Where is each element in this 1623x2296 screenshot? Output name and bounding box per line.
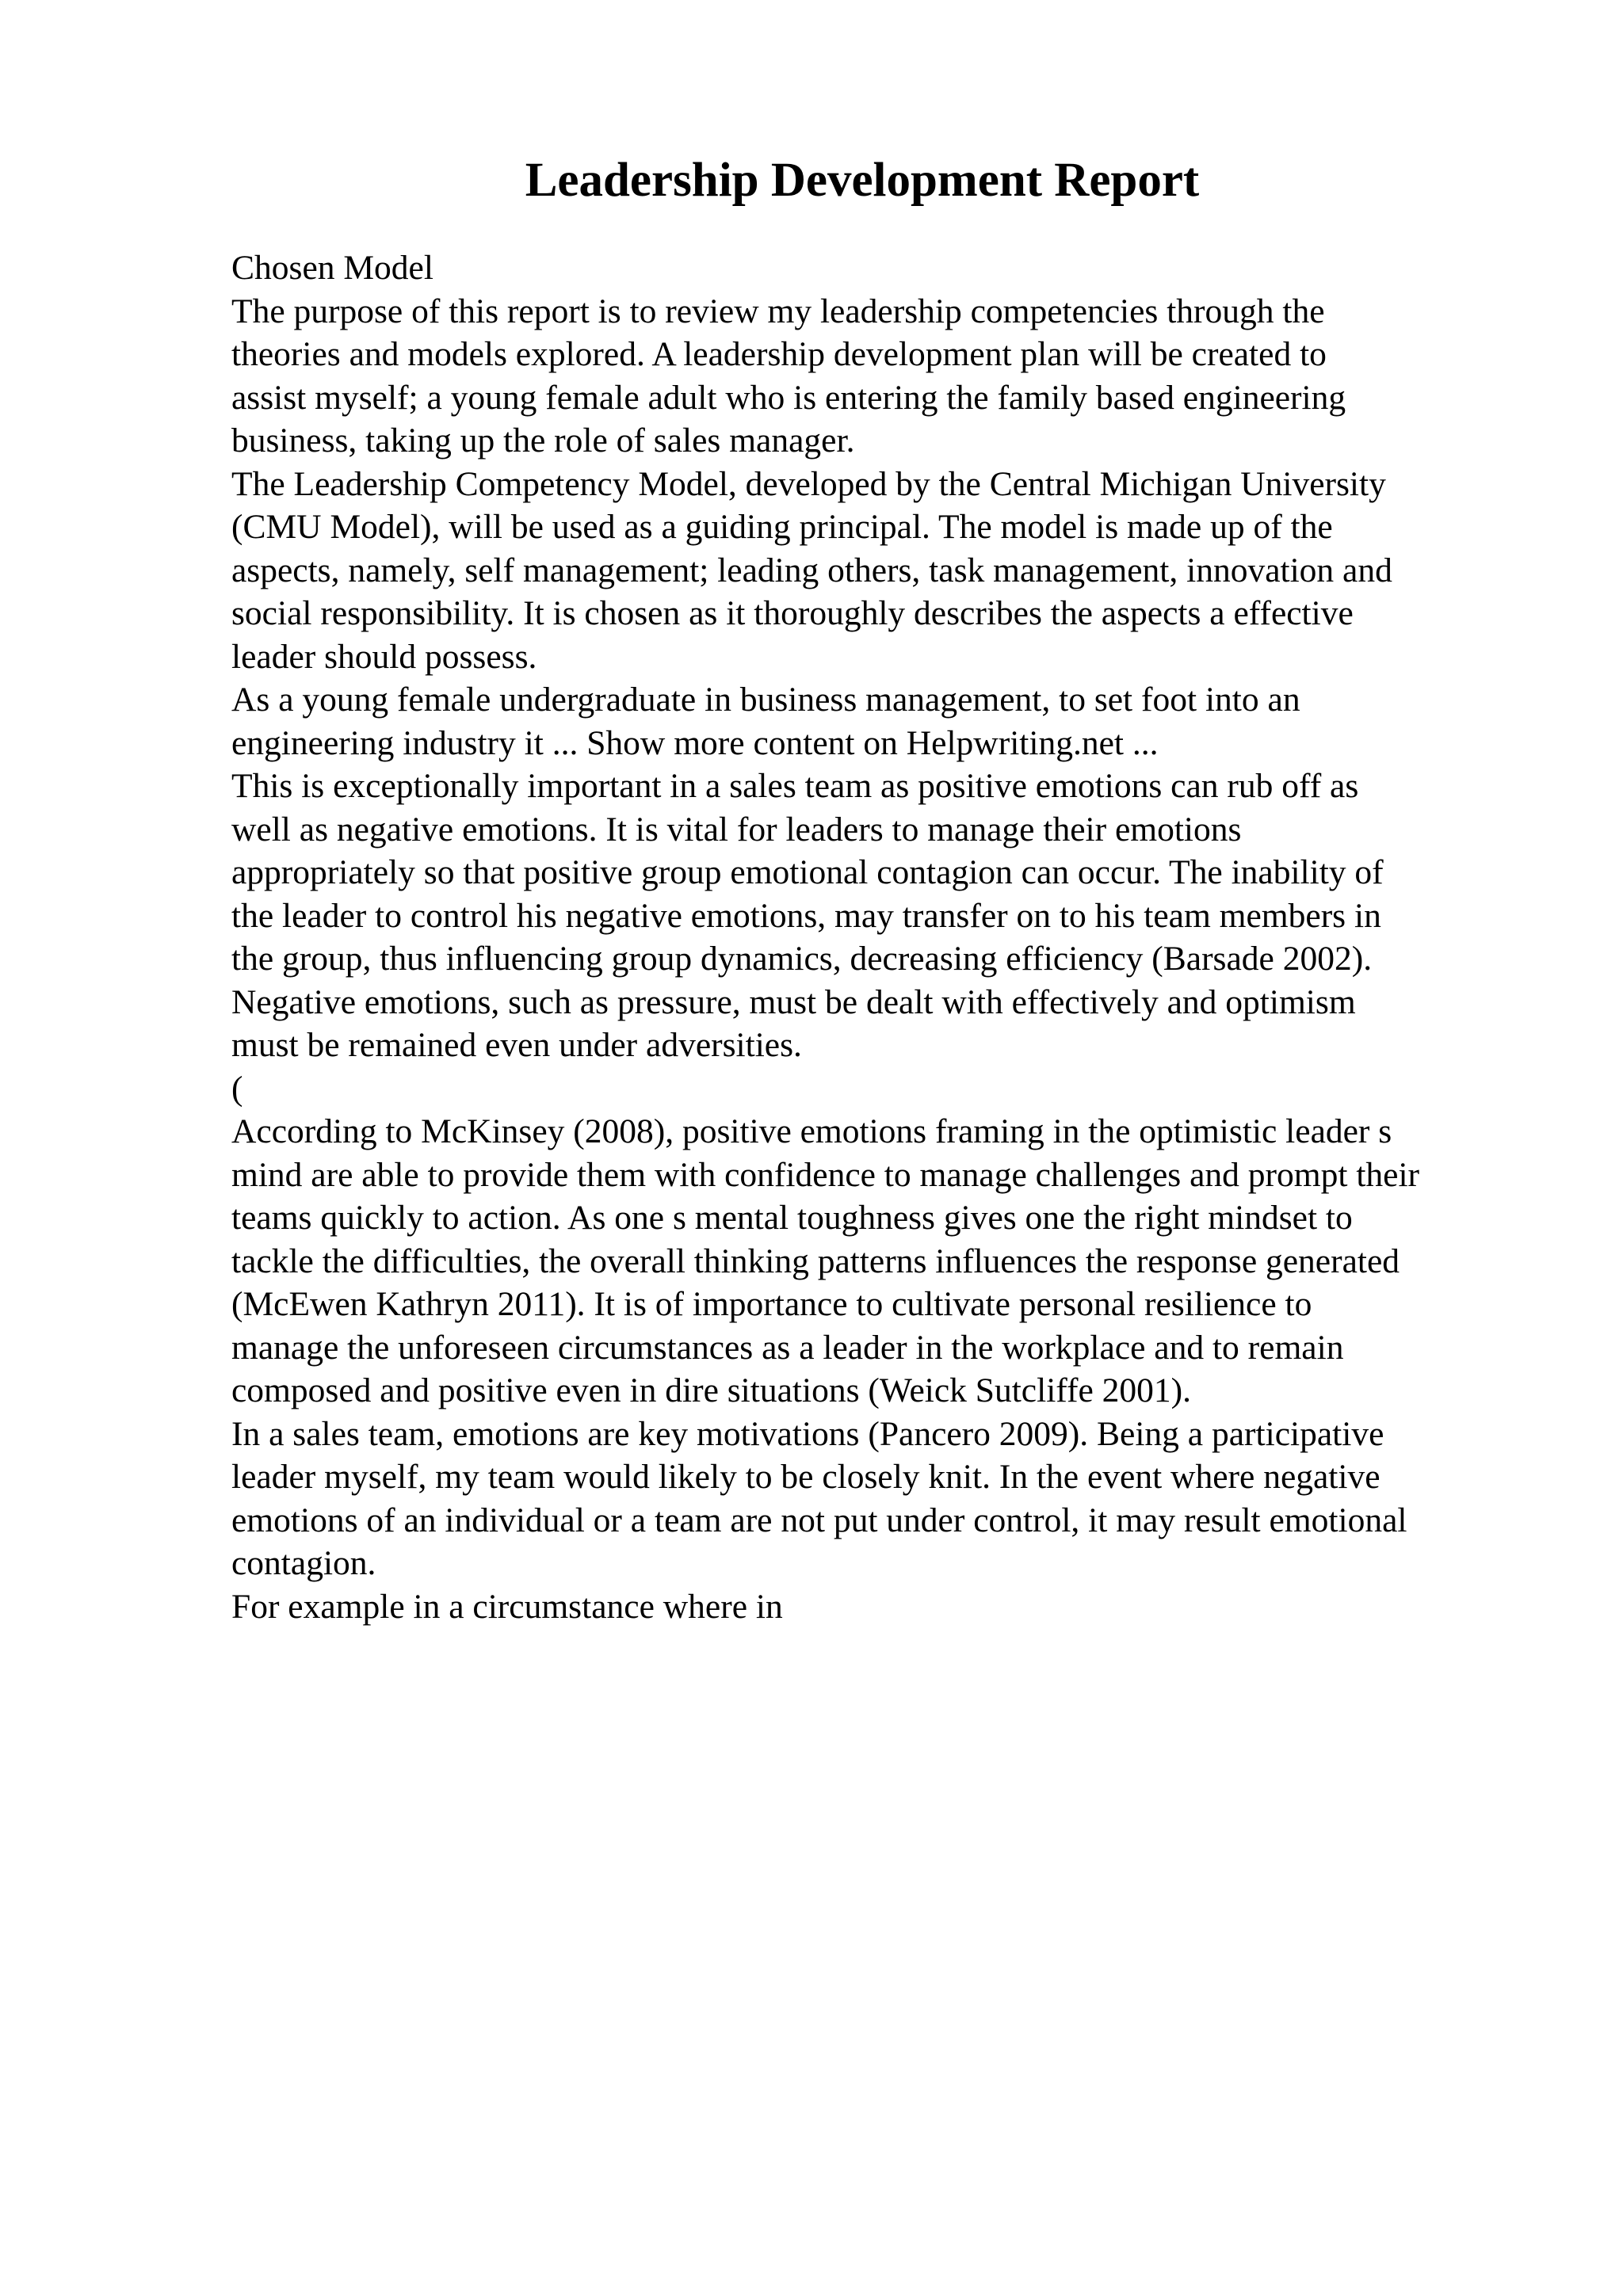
text-line: According to McKinsey (2008), positive emotions framing in the optimistic leader s (231, 1112, 1392, 1150)
text-line: teams quickly to action. As one s mental toughness gives one the right mindset to (231, 1199, 1353, 1237)
text-line: Negative emotions, such as pressure, must be dealt with effectively and optimism (231, 982, 1356, 1021)
text-line: engineering industry it ... Show more content on Helpwriting.net ... (231, 723, 1159, 762)
text-line: theories and models explored. A leadership development plan will be created to (231, 335, 1327, 373)
text-line: the leader to control his negative emotions, may transfer on to his team members in (231, 896, 1381, 935)
text-line: tackle the difficulties, the overall thinking patterns influences the response generated (231, 1241, 1400, 1280)
text-line: emotions of an individual or a team are not put under control, it may result emotional (231, 1501, 1407, 1539)
text-line: In a sales team, emotions are key motivations (Pancero 2009). Being a participative (231, 1414, 1384, 1453)
text-line: (McEwen Kathryn 2011). It is of importance to cultivate personal resilience to (231, 1285, 1312, 1323)
text-line: The Leadership Competency Model, developed by the Central Michigan University (231, 464, 1386, 503)
text-line: The purpose of this report is to review my leadership competencies through the (231, 292, 1325, 330)
text-line: aspects, namely, self management; leading others, task management, innovation and (231, 551, 1392, 589)
text-line: This is exceptionally important in a sales team as positive emotions can rub off as (231, 767, 1359, 805)
text-line: appropriately so that positive group emotional contagion can occur. The inability of (231, 853, 1384, 891)
text-line: Chosen Model (231, 249, 433, 287)
text-line: contagion. (231, 1544, 376, 1582)
text-line: leader should possess. (231, 637, 537, 676)
document-body (231, 246, 1610, 1628)
text-line: must be remained even under adversities. (231, 1026, 802, 1064)
text-line: assist myself; a young female adult who is entering the family based engineering (231, 378, 1346, 417)
text-line: social responsibility. It is chosen as it thoroughly describes the aspects a effective (231, 594, 1354, 632)
text-line: (CMU Model), will be used as a guiding principal. The model is made up of the (231, 508, 1333, 546)
document-title: Leadership Development Report (525, 154, 1200, 207)
text-line: business, taking up the role of sales manager. (231, 421, 855, 460)
text-line: mind are able to provide them with confidence to manage challenges and prompt their (231, 1155, 1420, 1194)
text-line: manage the unforeseen circumstances as a leader in the workplace and to remain (231, 1328, 1344, 1367)
text-line: For example in a circumstance where in (231, 1587, 783, 1626)
text-line: leader myself, my team would likely to be closely knit. In the event where negative (231, 1458, 1381, 1496)
text-line: As a young female undergraduate in business management, to set foot into an (231, 681, 1300, 719)
text-line: composed and positive even in dire situations (Weick Sutcliffe 2001). (231, 1371, 1192, 1409)
text-line: ( (231, 1069, 243, 1108)
text-line: well as negative emotions. It is vital for leaders to manage their emotions (231, 810, 1242, 849)
text-line: the group, thus influencing group dynamics, decreasing efficiency (Barsade 2002). (231, 940, 1373, 978)
